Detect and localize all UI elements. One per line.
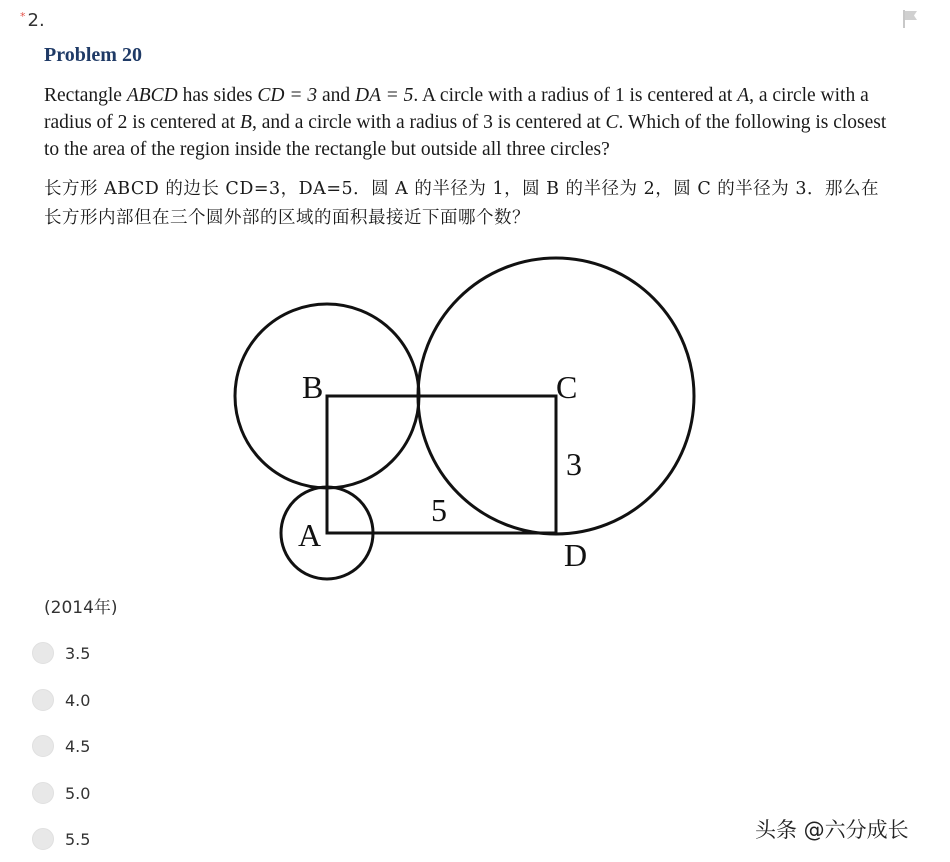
required-star: * xyxy=(20,10,26,23)
question-number-text: 2. xyxy=(27,10,45,31)
radio-circle[interactable] xyxy=(32,828,54,850)
problem-text-chinese: 长方形 ABCD 的边长 CD=3，DA=5．圆 A 的半径为 1，圆 B 的半径为 2，圆 C 的半径为 3．那么在长方形内部但在三个圆外部的区域的面积最接近下面哪个数？ xyxy=(44,179,879,228)
option-label: 5.0 xyxy=(65,783,91,803)
option-5-0[interactable] xyxy=(32,781,90,805)
option-4-5[interactable] xyxy=(32,734,90,758)
label-side-cd: 3 xyxy=(566,446,582,482)
option-label: 5.5 xyxy=(65,829,91,849)
radio-circle[interactable] xyxy=(32,735,54,757)
problem-title: Problem 20 xyxy=(44,44,142,66)
label-d: D xyxy=(564,537,588,573)
problem-text-english: Rectangle ABCD has sides CD = 3 and DA = 5. A circle with a radius of 1 is centered at A, a circle with a radius of 2 is centered at B, and a circle with a radius of 3 is centered at C. Which of the following is closest to the area of the region inside the rectangle but outside all three circles? xyxy=(44,85,887,160)
option-label: 4.0 xyxy=(65,690,91,710)
option-5-5[interactable] xyxy=(32,827,90,851)
year-tag: (2014年) xyxy=(44,598,118,618)
label-c: C xyxy=(556,369,578,405)
label-b: B xyxy=(302,369,324,405)
radio-circle[interactable] xyxy=(32,642,54,664)
label-a: A xyxy=(298,517,322,553)
label-side-da: 5 xyxy=(431,492,447,528)
watermark: 头条 @六分成长 xyxy=(755,818,909,842)
radio-circle[interactable] xyxy=(32,689,54,711)
option-label: 3.5 xyxy=(65,643,91,663)
option-label: 4.5 xyxy=(65,736,91,756)
radio-circle[interactable] xyxy=(32,782,54,804)
option-4-0[interactable] xyxy=(32,688,90,712)
option-3-5[interactable] xyxy=(32,641,90,665)
